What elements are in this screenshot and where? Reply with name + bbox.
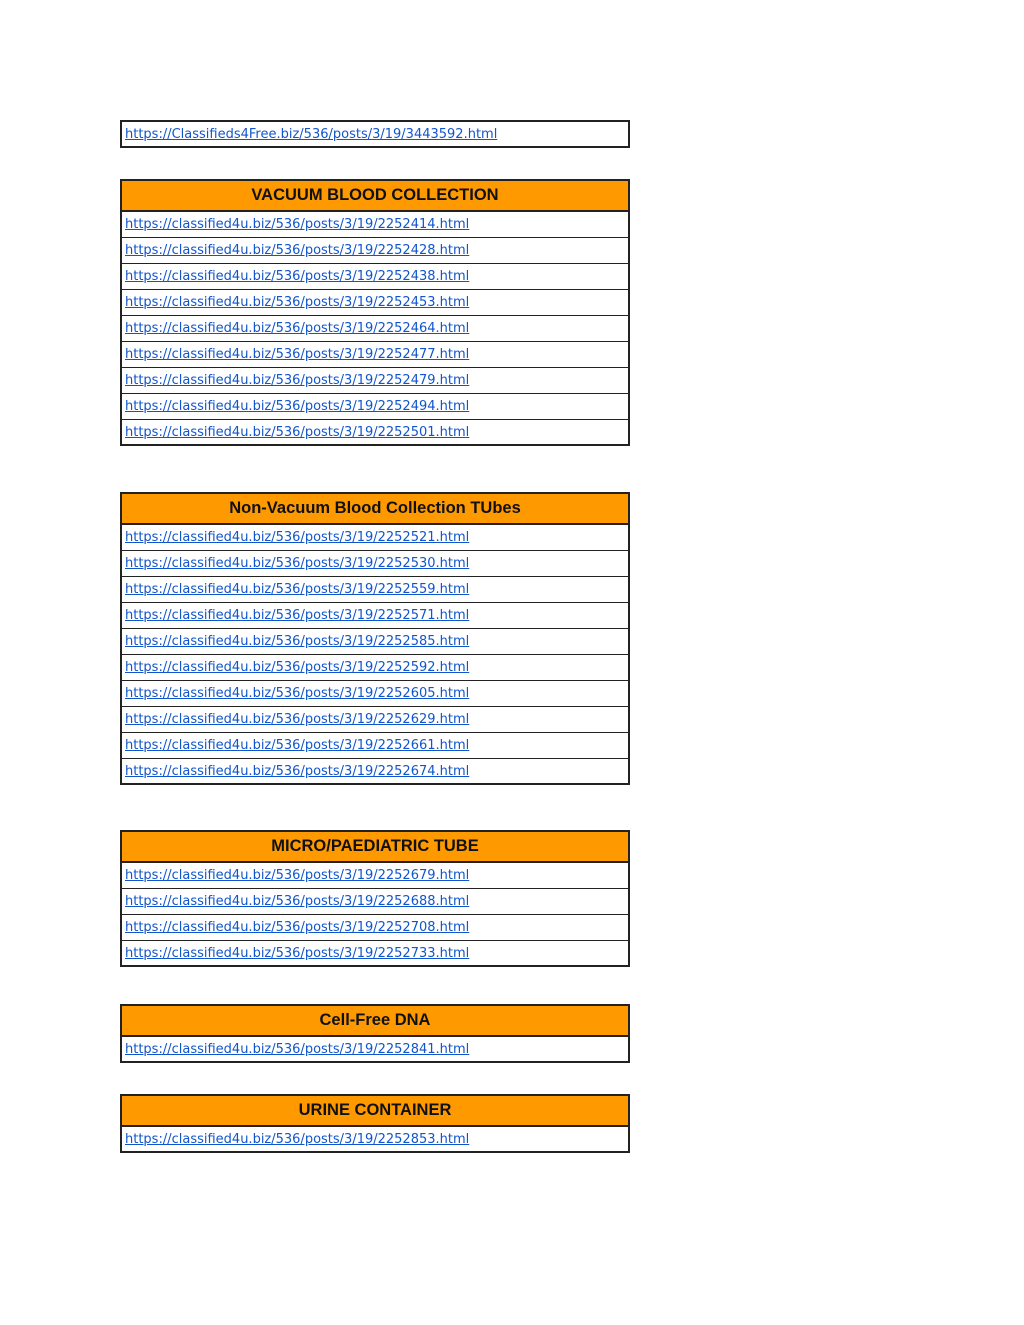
table-row bbox=[121, 602, 629, 628]
url-link[interactable]: https://classified4u.biz/536/posts/3/19/2252841.html bbox=[125, 1042, 470, 1057]
table-row bbox=[121, 1126, 629, 1152]
table-row bbox=[121, 1036, 629, 1062]
table-row bbox=[121, 862, 629, 888]
table-row bbox=[121, 211, 629, 237]
table-row bbox=[121, 263, 629, 289]
section-header-row bbox=[121, 831, 629, 862]
section-title: MICRO/PAEDIATRIC TUBE bbox=[121, 831, 629, 862]
url-link[interactable]: https://classified4u.biz/536/posts/3/19/2252464.html bbox=[125, 321, 470, 336]
table-row bbox=[121, 706, 629, 732]
url-link[interactable]: https://classified4u.biz/536/posts/3/19/2252477.html bbox=[125, 347, 470, 362]
url-link[interactable]: https://classified4u.biz/536/posts/3/19/2252605.html bbox=[125, 686, 470, 701]
url-link[interactable]: https://classified4u.biz/536/posts/3/19/2252674.html bbox=[125, 763, 470, 779]
url-link[interactable]: https://classified4u.biz/536/posts/3/19/2252530.html bbox=[125, 556, 470, 571]
url-link[interactable]: https://classified4u.biz/536/posts/3/19/2252414.html bbox=[125, 217, 470, 233]
section-header-row bbox=[121, 1005, 629, 1036]
url-link[interactable]: https://classified4u.biz/536/posts/3/19/2252592.html bbox=[125, 660, 470, 675]
url-link[interactable]: https://classified4u.biz/536/posts/3/19/2252853.html bbox=[125, 1132, 470, 1147]
table-row bbox=[121, 550, 629, 576]
url-link[interactable]: https://classified4u.biz/536/posts/3/19/2252585.html bbox=[125, 634, 470, 649]
section-header-row bbox=[121, 493, 629, 524]
url-link[interactable]: https://classified4u.biz/536/posts/3/19/2252688.html bbox=[125, 894, 470, 909]
table-row bbox=[121, 576, 629, 602]
section-header-row bbox=[121, 180, 629, 211]
section-table-urine-container bbox=[120, 1094, 630, 1153]
url-link[interactable]: https://classified4u.biz/536/posts/3/19/2252661.html bbox=[125, 738, 470, 753]
url-link[interactable]: https://classified4u.biz/536/posts/3/19/2252501.html bbox=[125, 424, 470, 440]
url-link[interactable]: https://classified4u.biz/536/posts/3/19/2252428.html bbox=[125, 243, 470, 258]
url-link[interactable]: https://classified4u.biz/536/posts/3/19/2252559.html bbox=[125, 582, 470, 597]
url-link[interactable]: https://classified4u.biz/536/posts/3/19/2252679.html bbox=[125, 868, 470, 884]
url-link[interactable]: https://classified4u.biz/536/posts/3/19/2252494.html bbox=[125, 399, 470, 414]
url-link[interactable]: https://classified4u.biz/536/posts/3/19/2252438.html bbox=[125, 269, 470, 284]
top-link-table bbox=[120, 120, 630, 148]
table-row bbox=[121, 732, 629, 758]
table-row bbox=[121, 121, 629, 147]
table-row bbox=[121, 628, 629, 654]
table-row bbox=[121, 237, 629, 263]
url-link[interactable]: https://classified4u.biz/536/posts/3/19/2252453.html bbox=[125, 295, 470, 310]
section-title: VACUUM BLOOD COLLECTION bbox=[121, 180, 629, 211]
table-row bbox=[121, 341, 629, 367]
url-link[interactable]: https://classified4u.biz/536/posts/3/19/2252708.html bbox=[125, 920, 470, 935]
table-row bbox=[121, 393, 629, 419]
table-row bbox=[121, 888, 629, 914]
section-title: Cell-Free DNA bbox=[121, 1005, 629, 1036]
section-table-non-vacuum-blood-collection bbox=[120, 492, 630, 785]
url-link[interactable]: https://classified4u.biz/536/posts/3/19/2252479.html bbox=[125, 373, 470, 388]
table-row bbox=[121, 367, 629, 393]
table-row bbox=[121, 524, 629, 550]
section-table-micro-paediatric-tube bbox=[120, 830, 630, 967]
url-link[interactable]: https://classified4u.biz/536/posts/3/19/2252571.html bbox=[125, 608, 470, 623]
table-row bbox=[121, 289, 629, 315]
section-table-vacuum-blood-collection bbox=[120, 179, 630, 446]
table-row bbox=[121, 758, 629, 784]
table-row bbox=[121, 940, 629, 966]
section-title: URINE CONTAINER bbox=[121, 1095, 629, 1126]
table-row bbox=[121, 654, 629, 680]
url-link[interactable]: https://classified4u.biz/536/posts/3/19/2252733.html bbox=[125, 945, 470, 961]
table-row bbox=[121, 680, 629, 706]
url-link[interactable]: https://Classifieds4Free.biz/536/posts/3/19/3443592.html bbox=[125, 127, 498, 142]
section-title: Non-Vacuum Blood Collection TUbes bbox=[121, 493, 629, 524]
section-table-cell-free-dna bbox=[120, 1004, 630, 1063]
link-cell bbox=[121, 121, 629, 147]
section-header-row bbox=[121, 1095, 629, 1126]
url-link[interactable]: https://classified4u.biz/536/posts/3/19/2252521.html bbox=[125, 530, 470, 546]
table-row bbox=[121, 419, 629, 445]
table-row bbox=[121, 315, 629, 341]
table-row bbox=[121, 914, 629, 940]
url-link[interactable]: https://classified4u.biz/536/posts/3/19/2252629.html bbox=[125, 712, 470, 727]
